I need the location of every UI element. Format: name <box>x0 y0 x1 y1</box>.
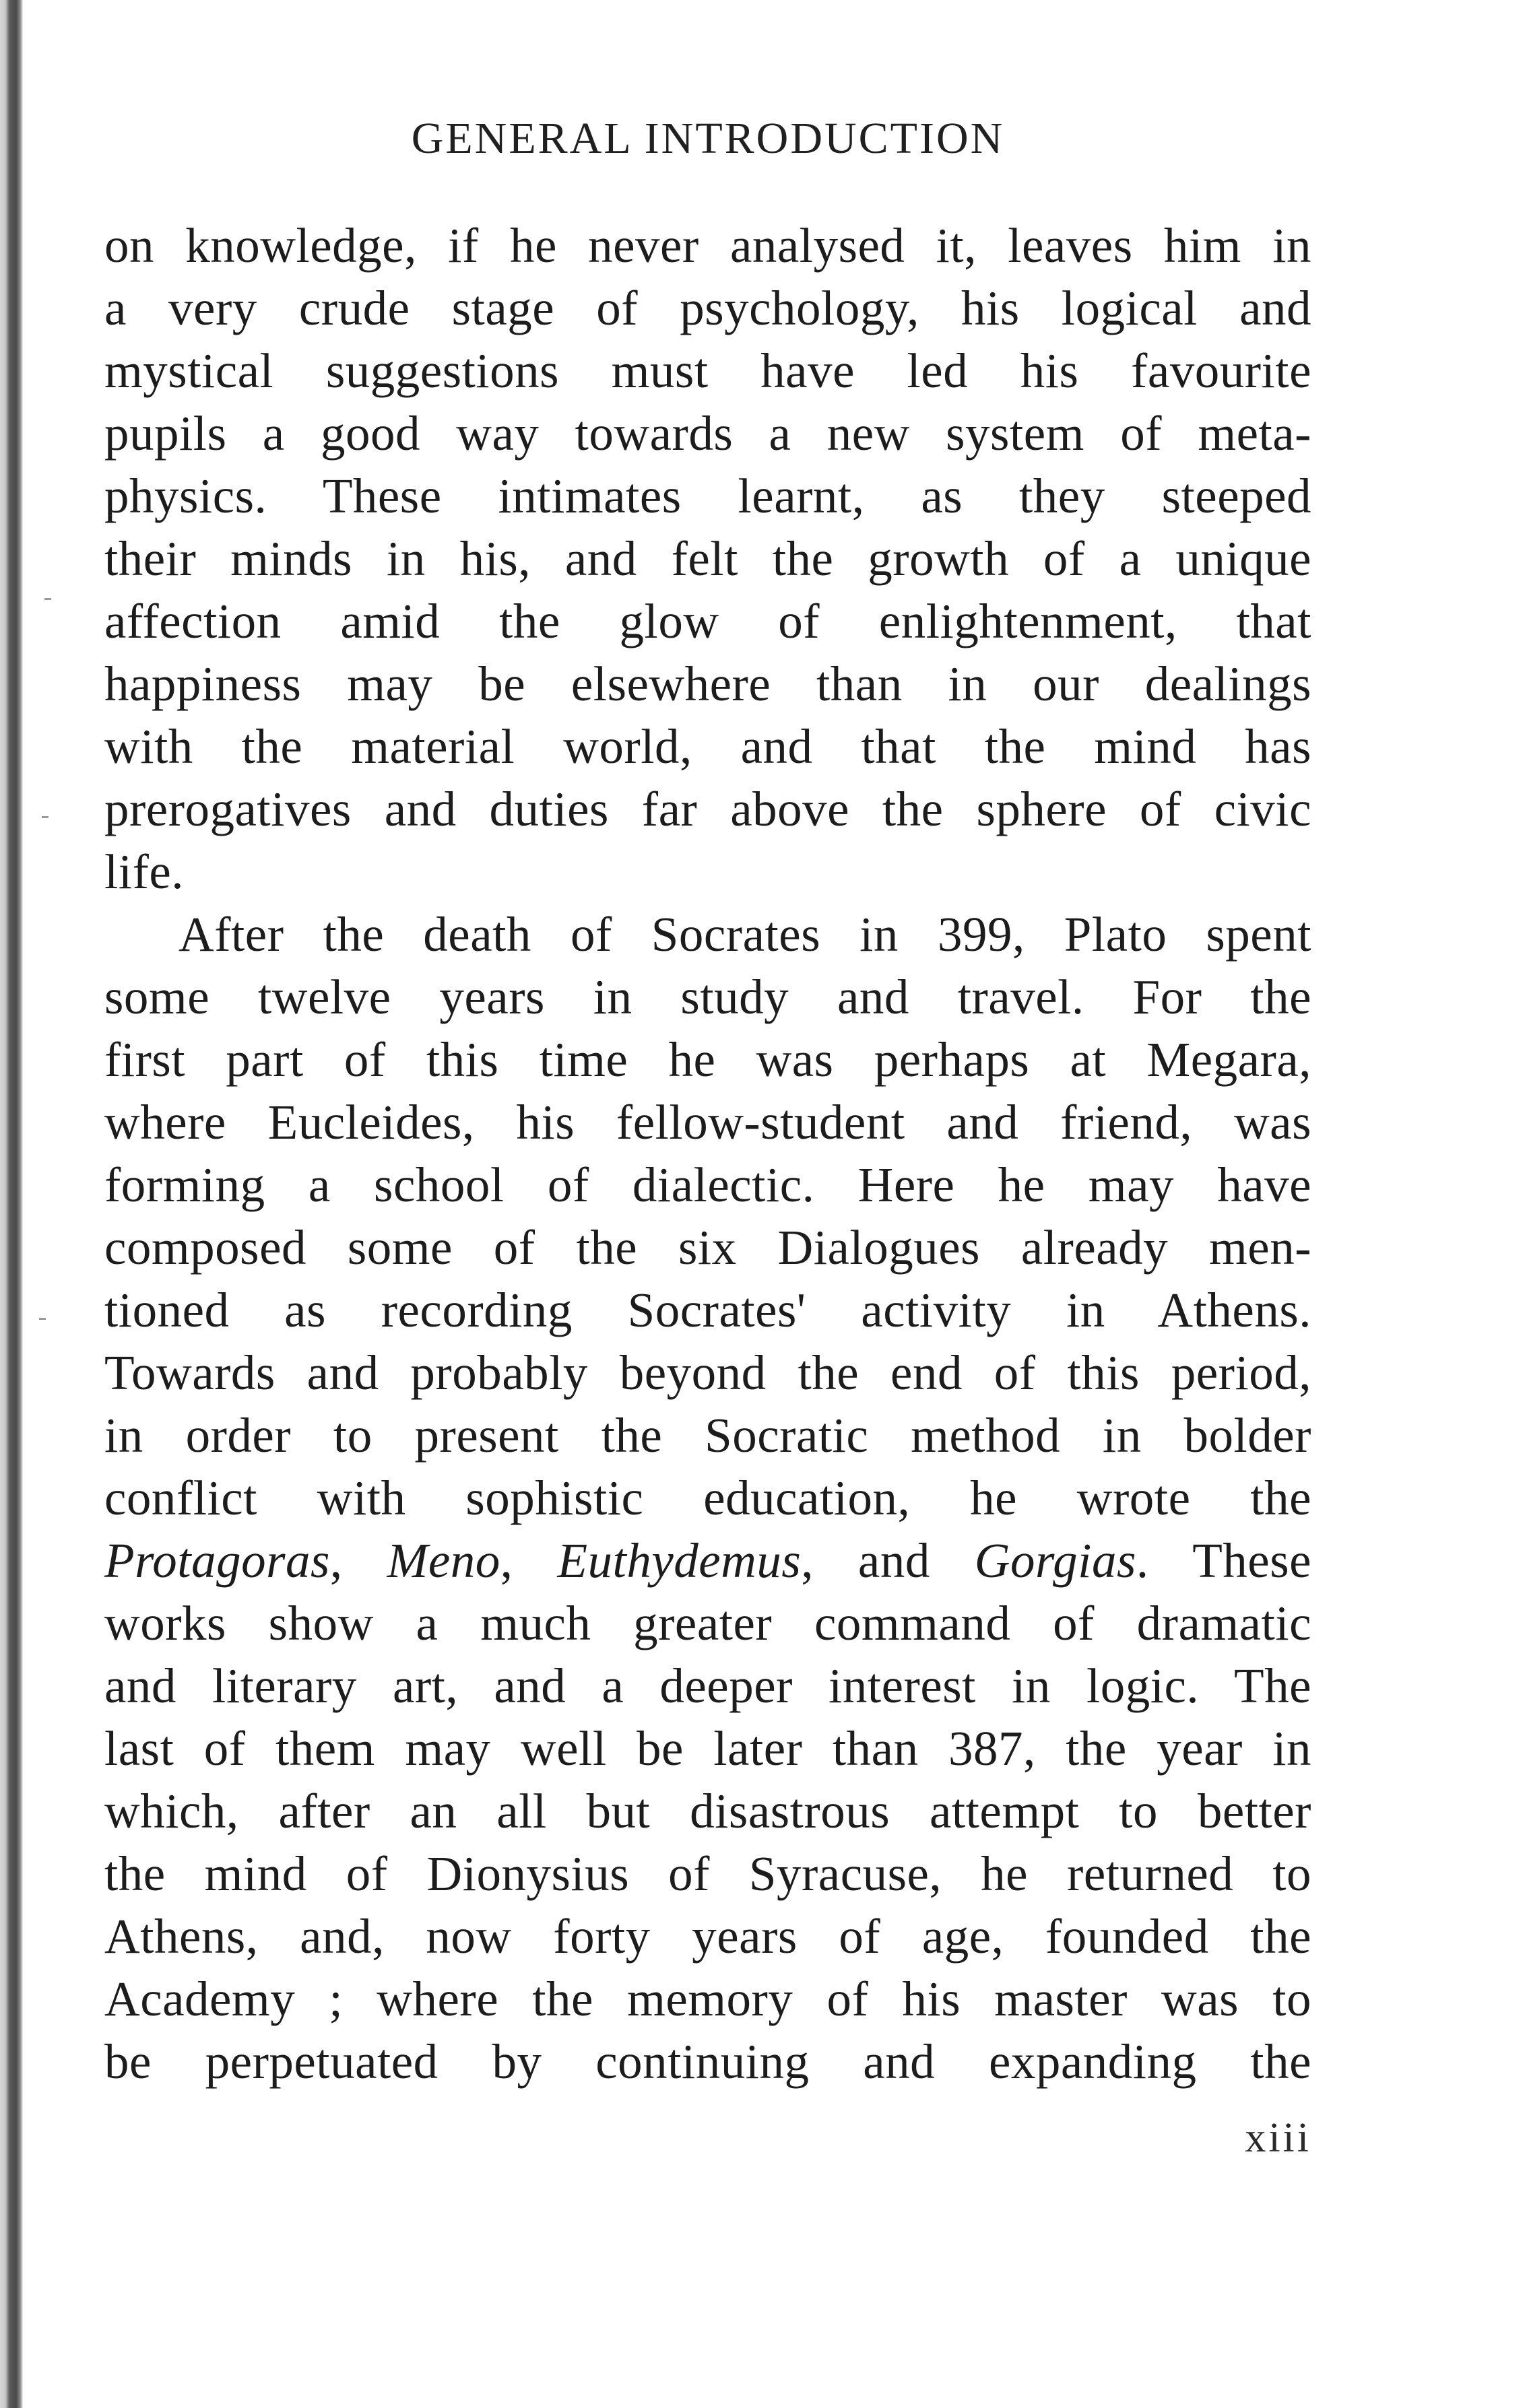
book-binding-edge <box>0 0 23 2408</box>
separator: , and <box>801 1533 975 1588</box>
text-line: be perpetuated by continuing and expanding the <box>104 2034 1311 2089</box>
paragraph-end-line: life. <box>104 844 185 899</box>
title-gorgias: Gorgias <box>974 1533 1136 1588</box>
margin-speck <box>39 1318 46 1320</box>
text-line: on knowledge, if he never analysed it, leaves him in <box>104 218 1311 273</box>
text-line: which, after an all but disastrous attempt to better <box>104 1784 1311 1838</box>
text-line: works show a much greater command of dramatic <box>104 1596 1311 1650</box>
text-line: some twelve years in study and travel. For the <box>104 970 1311 1024</box>
text-line: where Eucleides, his fellow-student and friend, was <box>104 1095 1311 1149</box>
text-line: Towards and probably beyond the end of this period, <box>104 1345 1311 1400</box>
text-line: with the material world, and that the mind has <box>104 719 1311 774</box>
text-line-dialogue-titles <box>104 1529 1311 1592</box>
margin-speck <box>42 816 48 818</box>
text-line: prerogatives and duties far above the sphere of civic <box>104 782 1311 836</box>
text-line: a very crude stage of psychology, his logical and <box>104 281 1311 335</box>
text-line: the mind of Dionysius of Syracuse, he returned to <box>104 1846 1311 1901</box>
text-line: their minds in his, and felt the growth of a unique <box>104 531 1311 586</box>
text-line: happiness may be elsewhere than in our dealings <box>104 657 1311 711</box>
page-number: xiii <box>1245 2115 1311 2161</box>
text-line: last of them may well be later than 387, the year in <box>104 1721 1311 1776</box>
paragraph-start-line: After the death of Socrates in 399, Plato spent <box>178 907 1311 962</box>
text-line: first part of this time he was perhaps at Megara, <box>104 1032 1311 1087</box>
title-protagoras: Protagoras <box>104 1533 330 1588</box>
text-line: pupils a good way towards a new system of meta- <box>104 406 1311 461</box>
text-line: forming a school of dialectic. Here he may have <box>104 1158 1311 1212</box>
separator: , <box>500 1533 558 1588</box>
body-text <box>104 214 1311 2093</box>
text-line: in order to present the Socratic method in bolder <box>104 1408 1311 1463</box>
text-line: composed some of the six Dialogues already men- <box>104 1220 1311 1275</box>
separator: , <box>329 1533 387 1588</box>
text-line: and literary art, and a deeper interest in logic. The <box>104 1659 1311 1713</box>
text-line: Athens, and, now forty years of age, founded the <box>104 1909 1311 1964</box>
running-head: GENERAL INTRODUCTION <box>411 114 1005 163</box>
title-meno: Meno <box>387 1533 500 1588</box>
text-line: affection amid the glow of enlightenment, that <box>104 594 1311 648</box>
margin-speck <box>44 598 51 600</box>
sentence-continuation: . These <box>1136 1533 1312 1588</box>
text-line: conflict with sophistic education, he wrote the <box>104 1471 1311 1525</box>
text-line: Academy ; where the memory of his master was to <box>104 1972 1311 2026</box>
text-line: mystical suggestions must have led his favourite <box>104 343 1311 398</box>
text-line: tioned as recording Socrates' activity in Athens. <box>104 1283 1311 1337</box>
text-line: physics. These intimates learnt, as they steeped <box>104 469 1311 523</box>
title-euthydemus: Euthydemus <box>557 1533 802 1588</box>
